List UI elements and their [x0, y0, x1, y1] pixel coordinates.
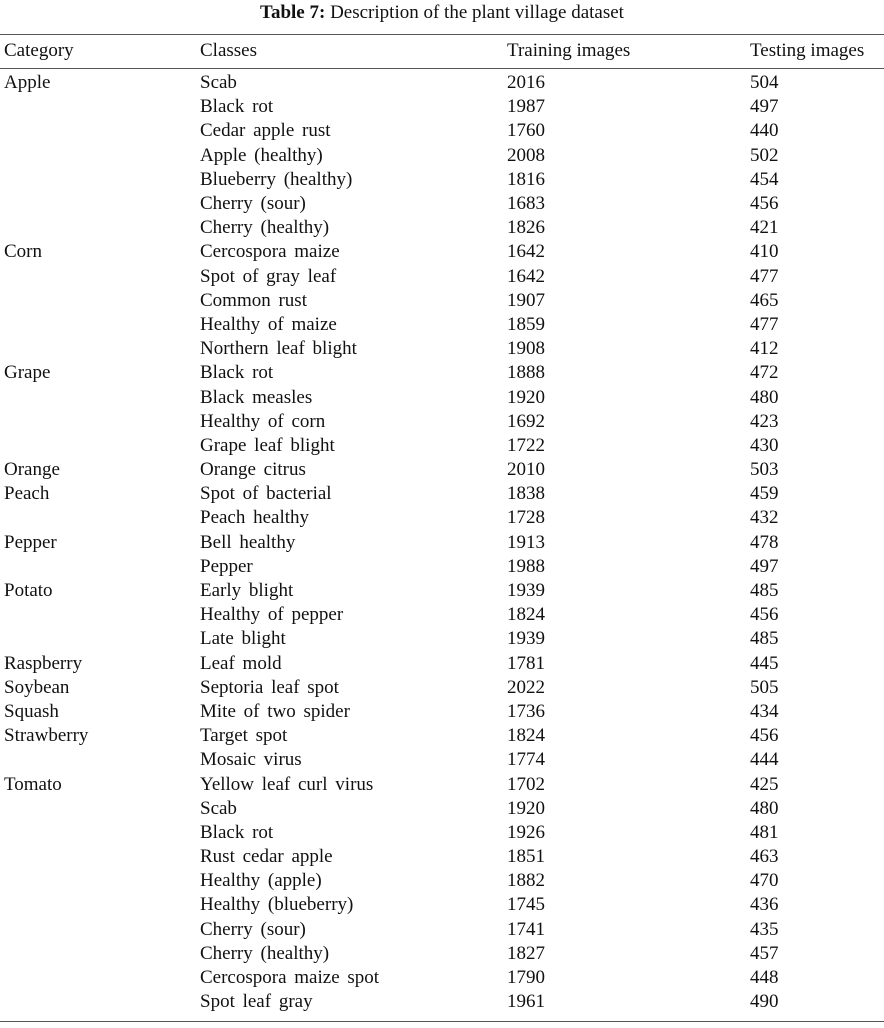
- training-images-cell: 1926: [507, 821, 545, 843]
- plant-village-table: [0, 37, 884, 1014]
- training-images-cell: 1790: [507, 967, 545, 989]
- table-row: [0, 772, 884, 796]
- class-cell: Black rot: [200, 362, 274, 384]
- table-caption: [0, 0, 884, 26]
- class-cell: Septoria leaf spot: [200, 676, 339, 698]
- training-images-cell: 1851: [507, 846, 545, 868]
- class-cell: Bell healthy: [200, 531, 296, 553]
- table-row: [0, 168, 884, 192]
- table-row: [0, 337, 884, 361]
- class-cell: Early blight: [200, 580, 294, 602]
- category-cell: [0, 434, 200, 458]
- training-images-cell: 1642: [507, 265, 545, 287]
- training-images-cell: 1774: [507, 749, 545, 771]
- category-cell: [0, 506, 200, 530]
- class-cell: Common rust: [200, 289, 307, 311]
- class-cell: Yellow leaf curl virus: [200, 773, 374, 795]
- class-cell: Cercospora maize: [200, 241, 340, 263]
- testing-images-cell: 504: [750, 72, 779, 94]
- training-images-cell: 1760: [507, 120, 545, 142]
- table-row: [0, 482, 884, 506]
- table-row: [0, 724, 884, 748]
- table-row: [0, 918, 884, 942]
- training-images-cell: 1816: [507, 168, 545, 190]
- class-cell: Scab: [200, 797, 237, 819]
- class-cell: Orange citrus: [200, 459, 306, 481]
- testing-images-cell: 430: [750, 434, 779, 456]
- training-images-cell: 1859: [507, 313, 545, 335]
- testing-images-cell: 445: [750, 652, 779, 674]
- category-cell: [0, 966, 200, 990]
- testing-images-cell: 503: [750, 459, 779, 481]
- testing-images-cell: 459: [750, 483, 779, 505]
- caption-label: Table 7:: [260, 2, 326, 23]
- category-cell: [0, 410, 200, 434]
- category-cell: Squash: [4, 700, 59, 722]
- training-images-cell: 2022: [507, 676, 545, 698]
- training-images-cell: 1939: [507, 628, 545, 650]
- class-cell: Blueberry (healthy): [200, 168, 353, 190]
- category-cell: [0, 192, 200, 216]
- training-images-cell: 1827: [507, 942, 545, 964]
- table-row: [0, 966, 884, 990]
- testing-images-cell: 481: [750, 821, 779, 843]
- testing-images-cell: 478: [750, 531, 779, 553]
- training-images-cell: 1826: [507, 217, 545, 239]
- testing-images-cell: 463: [750, 846, 779, 868]
- testing-images-cell: 480: [750, 797, 779, 819]
- testing-images-cell: 480: [750, 386, 779, 408]
- training-images-cell: 1988: [507, 555, 545, 577]
- testing-images-cell: 432: [750, 507, 779, 529]
- training-images-cell: 1838: [507, 483, 545, 505]
- training-images-cell: 1824: [507, 725, 545, 747]
- class-cell: Black rot: [200, 96, 274, 118]
- testing-images-cell: 485: [750, 628, 779, 650]
- testing-images-cell: 436: [750, 894, 779, 916]
- class-cell: Healthy of corn: [200, 410, 326, 432]
- table-row: [0, 579, 884, 603]
- training-images-cell: 1920: [507, 797, 545, 819]
- training-images-cell: 2008: [507, 144, 545, 166]
- testing-images-cell: 465: [750, 289, 779, 311]
- category-cell: [0, 797, 200, 821]
- training-images-cell: 2016: [507, 72, 545, 94]
- header-classes: Classes: [200, 40, 257, 61]
- testing-images-cell: 490: [750, 991, 779, 1013]
- table-row: [0, 265, 884, 289]
- testing-images-cell: 425: [750, 773, 779, 795]
- training-images-cell: 1913: [507, 531, 545, 553]
- class-cell: Spot of bacterial: [200, 483, 332, 505]
- training-images-cell: 1722: [507, 434, 545, 456]
- table-row: [0, 313, 884, 337]
- testing-images-cell: 497: [750, 96, 779, 118]
- header-training-images: Training images: [507, 40, 631, 61]
- class-cell: Cherry (sour): [200, 193, 306, 215]
- testing-images-cell: 410: [750, 241, 779, 263]
- category-cell: [0, 942, 200, 966]
- class-cell: Healthy of maize: [200, 313, 337, 335]
- table-row: [0, 942, 884, 966]
- table-row: [0, 652, 884, 676]
- table-row: [0, 289, 884, 313]
- class-cell: Rust cedar apple: [200, 846, 333, 868]
- testing-images-cell: 456: [750, 604, 779, 626]
- category-cell: [0, 990, 200, 1014]
- testing-images-cell: 434: [750, 700, 779, 722]
- table-row: [0, 361, 884, 385]
- testing-images-cell: 435: [750, 918, 779, 940]
- category-cell: [0, 821, 200, 845]
- training-images-cell: 1728: [507, 507, 545, 529]
- table-row: [0, 676, 884, 700]
- class-cell: Mite of two spider: [200, 700, 350, 722]
- table-row: [0, 531, 884, 555]
- header-row: [0, 37, 884, 65]
- training-images-cell: 1741: [507, 918, 545, 940]
- class-cell: Peach healthy: [200, 507, 310, 529]
- category-cell: Soybean: [4, 676, 70, 698]
- category-cell: Grape: [4, 362, 51, 384]
- class-cell: Late blight: [200, 628, 286, 650]
- testing-images-cell: 456: [750, 193, 779, 215]
- category-cell: Orange: [4, 459, 60, 481]
- class-cell: Scab: [200, 72, 237, 94]
- class-cell: Healthy of pepper: [200, 604, 344, 626]
- table-row: [0, 627, 884, 651]
- testing-images-cell: 477: [750, 265, 779, 287]
- category-cell: [0, 748, 200, 772]
- testing-images-cell: 440: [750, 120, 779, 142]
- training-images-cell: 1692: [507, 410, 545, 432]
- training-images-cell: 1745: [507, 894, 545, 916]
- category-cell: [0, 95, 200, 119]
- table-row: [0, 893, 884, 917]
- testing-images-cell: 505: [750, 676, 779, 698]
- testing-images-cell: 485: [750, 580, 779, 602]
- category-cell: [0, 893, 200, 917]
- category-cell: [0, 627, 200, 651]
- class-cell: Apple (healthy): [200, 144, 323, 166]
- category-cell: [0, 555, 200, 579]
- testing-images-cell: 421: [750, 217, 779, 239]
- class-cell: Black rot: [200, 821, 274, 843]
- training-images-cell: 1920: [507, 386, 545, 408]
- class-cell: Healthy (apple): [200, 870, 322, 892]
- testing-images-cell: 412: [750, 338, 779, 360]
- class-cell: Cercospora maize spot: [200, 967, 380, 989]
- category-cell: Tomato: [4, 773, 62, 795]
- training-images-cell: 1824: [507, 604, 545, 626]
- table-row: [0, 506, 884, 530]
- table-row: [0, 385, 884, 409]
- category-cell: Raspberry: [4, 652, 83, 674]
- category-cell: Corn: [4, 241, 42, 263]
- category-cell: [0, 918, 200, 942]
- caption-text: Description of the plant village dataset: [330, 2, 624, 23]
- category-cell: Peach: [4, 483, 50, 505]
- class-cell: Mosaic virus: [200, 749, 302, 771]
- class-cell: Pepper: [200, 555, 253, 577]
- header-testing-images: Testing images: [750, 40, 865, 61]
- training-images-cell: 1888: [507, 362, 545, 384]
- table-row: [0, 990, 884, 1014]
- category-cell: [0, 144, 200, 168]
- table-row: [0, 458, 884, 482]
- training-images-cell: 1642: [507, 241, 545, 263]
- testing-images-cell: 448: [750, 967, 779, 989]
- class-cell: Leaf mold: [200, 652, 282, 674]
- table-row: [0, 95, 884, 119]
- table-row: [0, 144, 884, 168]
- table-row: [0, 869, 884, 893]
- class-cell: Spot of gray leaf: [200, 265, 337, 287]
- category-cell: [0, 216, 200, 240]
- table-row: [0, 71, 884, 95]
- testing-images-cell: 454: [750, 168, 779, 190]
- training-images-cell: 1702: [507, 773, 545, 795]
- category-cell: Apple: [4, 72, 51, 94]
- class-cell: Healthy (blueberry): [200, 894, 354, 916]
- training-images-cell: 1961: [507, 991, 545, 1013]
- category-cell: [0, 313, 200, 337]
- table-row: [0, 216, 884, 240]
- category-cell: Pepper: [4, 531, 57, 553]
- class-cell: Cherry (sour): [200, 918, 306, 940]
- training-images-cell: 1987: [507, 96, 545, 118]
- testing-images-cell: 502: [750, 144, 779, 166]
- category-cell: [0, 869, 200, 893]
- class-cell: Northern leaf blight: [200, 338, 357, 360]
- testing-images-cell: 423: [750, 410, 779, 432]
- table-row: [0, 119, 884, 143]
- testing-images-cell: 497: [750, 555, 779, 577]
- table-row: [0, 845, 884, 869]
- category-cell: [0, 119, 200, 143]
- table-row: [0, 748, 884, 772]
- class-cell: Cedar apple rust: [200, 120, 331, 142]
- training-images-cell: 1882: [507, 870, 545, 892]
- category-cell: [0, 385, 200, 409]
- training-images-cell: 1683: [507, 193, 545, 215]
- bottom-rule: [0, 1021, 884, 1022]
- table-row: [0, 240, 884, 264]
- category-cell: Strawberry: [4, 725, 89, 747]
- class-cell: Target spot: [200, 725, 288, 747]
- table-row: [0, 821, 884, 845]
- testing-images-cell: 477: [750, 313, 779, 335]
- category-cell: [0, 168, 200, 192]
- category-cell: [0, 265, 200, 289]
- testing-images-cell: 457: [750, 942, 779, 964]
- testing-images-cell: 472: [750, 362, 779, 384]
- training-images-cell: 1908: [507, 338, 545, 360]
- training-images-cell: 1907: [507, 289, 545, 311]
- class-cell: Cherry (healthy): [200, 217, 330, 239]
- testing-images-cell: 444: [750, 749, 779, 771]
- header-category: Category: [4, 40, 74, 61]
- training-images-cell: 2010: [507, 459, 545, 481]
- table-row: [0, 700, 884, 724]
- class-cell: Black measles: [200, 386, 313, 408]
- table-row: [0, 434, 884, 458]
- table-row: [0, 410, 884, 434]
- class-cell: Cherry (healthy): [200, 942, 330, 964]
- category-cell: [0, 337, 200, 361]
- table-row: [0, 192, 884, 216]
- top-rule: [0, 34, 884, 35]
- training-images-cell: 1781: [507, 652, 545, 674]
- category-cell: Potato: [4, 580, 53, 602]
- testing-images-cell: 470: [750, 870, 779, 892]
- training-images-cell: 1736: [507, 700, 545, 722]
- training-images-cell: 1939: [507, 580, 545, 602]
- table-row: [0, 603, 884, 627]
- category-cell: [0, 845, 200, 869]
- category-cell: [0, 289, 200, 313]
- table-row: [0, 797, 884, 821]
- testing-images-cell: 456: [750, 725, 779, 747]
- table-body: [0, 65, 884, 1014]
- table-row: [0, 555, 884, 579]
- class-cell: Spot leaf gray: [200, 991, 313, 1013]
- category-cell: [0, 603, 200, 627]
- class-cell: Grape leaf blight: [200, 434, 335, 456]
